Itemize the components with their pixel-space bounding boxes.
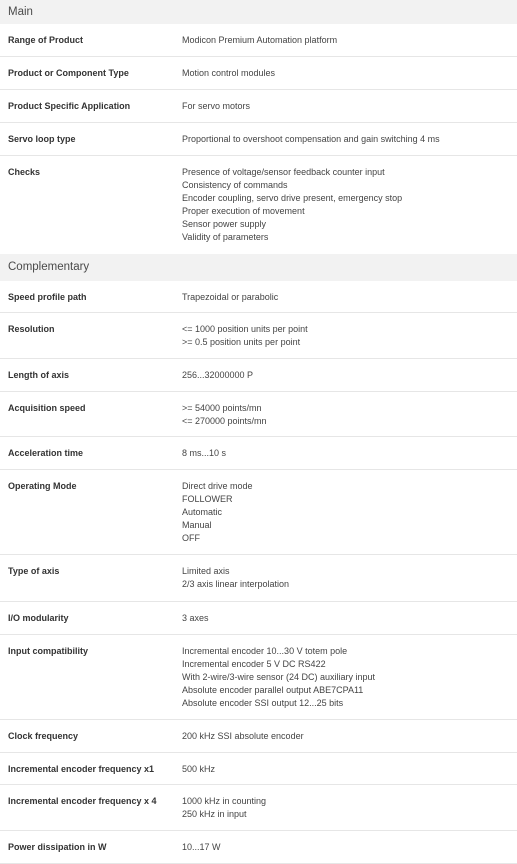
spec-label: Incremental encoder frequency x 4	[8, 796, 157, 806]
spec-value-line: Validity of parameters	[182, 232, 269, 242]
spec-row-io-modularity	[0, 602, 517, 635]
spec-value-line: For servo motors	[182, 101, 251, 111]
spec-row-range-of-product	[0, 24, 517, 57]
spec-value	[174, 565, 517, 601]
spec-row-checks	[0, 156, 517, 254]
spec-value-line: 2/3 axis linear interpolation	[182, 579, 290, 589]
spec-value-line: Trapezoidal or parabolic	[182, 292, 279, 302]
spec-value-line: >= 0.5 position units per point	[182, 337, 301, 347]
spec-row-operating-mode	[0, 470, 517, 555]
spec-value-line: With 2-wire/3-wire sensor (24 DC) auxiliary input	[182, 672, 376, 682]
spec-value-line: <= 270000 points/mn	[182, 416, 267, 426]
spec-value-line: Presence of voltage/sensor feedback counter input	[182, 167, 385, 177]
spec-row-length-of-axis	[0, 359, 517, 392]
spec-label: Incremental encoder frequency x1	[8, 764, 155, 774]
spec-label: Acquisition speed	[8, 403, 86, 413]
spec-value-line: Modicon Premium Automation platform	[182, 35, 338, 45]
spec-value-line: <= 1000 position units per point	[182, 324, 308, 334]
spec-value	[174, 841, 517, 863]
spec-label: Checks	[8, 167, 41, 177]
spec-value-line: FOLLOWER	[182, 494, 233, 504]
spec-value-line: 8 ms...10 s	[182, 448, 227, 458]
spec-label: I/O modularity	[8, 613, 69, 623]
spec-row-resolution	[0, 313, 517, 359]
spec-label: Resolution	[8, 324, 55, 334]
spec-value-line: 250 kHz in input	[182, 809, 247, 819]
spec-value	[174, 447, 517, 469]
spec-value	[174, 480, 517, 554]
spec-value	[174, 100, 517, 122]
spec-value	[174, 323, 517, 358]
spec-value-line: Consistency of commands	[182, 180, 288, 190]
spec-label: Input compatibility	[8, 646, 88, 656]
spec-row-type-of-axis	[0, 555, 517, 602]
spec-row-power-dissipation	[0, 831, 517, 864]
spec-value	[174, 67, 517, 89]
spec-label: Length of axis	[8, 370, 70, 380]
spec-value-line: >= 54000 points/mn	[182, 403, 262, 413]
spec-row-product-type	[0, 57, 517, 90]
spec-value	[174, 166, 517, 254]
spec-value-line: Sensor power supply	[182, 219, 267, 229]
spec-label: Power dissipation in W	[8, 842, 107, 852]
spec-row-input-compatibility	[0, 635, 517, 720]
spec-value-line: 3 axes	[182, 613, 209, 623]
spec-row-clock-frequency	[0, 720, 517, 753]
spec-row-encoder-frequency-x4	[0, 785, 517, 831]
spec-value	[174, 133, 517, 155]
spec-label: Product Specific Application	[8, 101, 131, 111]
spec-row-acquisition-speed	[0, 392, 517, 437]
spec-value	[174, 612, 517, 634]
spec-value-line: Absolute encoder parallel output ABE7CPA11	[182, 685, 364, 695]
spec-value	[174, 369, 517, 391]
spec-label: Acceleration time	[8, 448, 84, 458]
spec-label: Clock frequency	[8, 731, 79, 741]
spec-value-line: 10...17 W	[182, 842, 221, 852]
section-header-main: Main	[0, 0, 517, 24]
spec-value	[174, 730, 517, 752]
spec-value	[174, 795, 517, 830]
spec-value	[174, 763, 517, 784]
spec-value	[174, 34, 517, 56]
spec-row-encoder-frequency-x1	[0, 753, 517, 785]
spec-value-line: Motion control modules	[182, 68, 276, 78]
spec-row-acceleration-time	[0, 437, 517, 470]
spec-row-servo-loop-type	[0, 123, 517, 156]
spec-value-line: 500 kHz	[182, 764, 216, 774]
spec-value-line: Limited axis	[182, 566, 230, 576]
spec-label: Range of Product	[8, 35, 84, 45]
spec-value-line: Incremental encoder 10...30 V totem pole	[182, 646, 348, 656]
spec-value-line: Absolute encoder SSI output 12...25 bits	[182, 698, 344, 708]
spec-label: Speed profile path	[8, 292, 87, 302]
spec-value-line: Encoder coupling, servo drive present, emergency stop	[182, 193, 403, 203]
section-header-complementary: Complementary	[0, 254, 517, 281]
spec-value	[174, 291, 517, 312]
spec-value-line: Proportional to overshoot compensation and gain switching 4 ms	[182, 134, 440, 144]
spec-value	[174, 402, 517, 436]
spec-value-line: Automatic	[182, 507, 223, 517]
spec-label: Type of axis	[8, 566, 60, 576]
spec-value-line: Proper execution of movement	[182, 206, 305, 216]
spec-label: Servo loop type	[8, 134, 76, 144]
spec-label: Operating Mode	[8, 481, 77, 491]
spec-value	[174, 645, 517, 719]
spec-label: Product or Component Type	[8, 68, 129, 78]
spec-row-product-application	[0, 90, 517, 123]
spec-value-line: Incremental encoder 5 V DC RS422	[182, 659, 326, 669]
spec-value-line: Manual	[182, 520, 212, 530]
spec-value-line: 256...32000000 P	[182, 370, 254, 380]
spec-value-line: 1000 kHz in counting	[182, 796, 267, 806]
spec-row-speed-profile	[0, 281, 517, 313]
spec-value-line: OFF	[182, 533, 200, 543]
spec-value-line: Direct drive mode	[182, 481, 253, 491]
spec-value-line: 200 kHz SSI absolute encoder	[182, 731, 304, 741]
